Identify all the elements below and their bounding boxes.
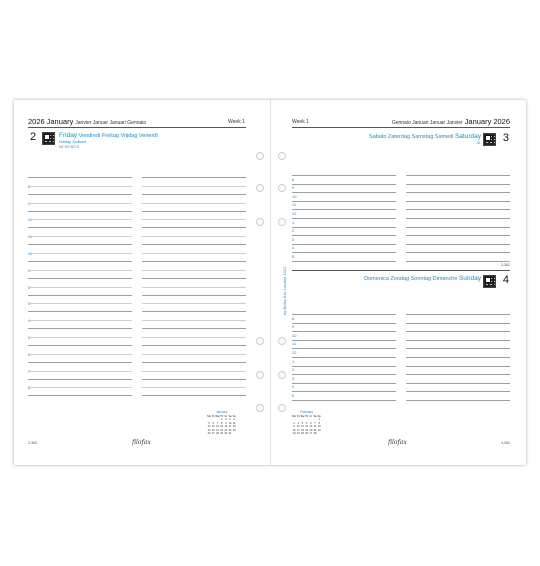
calendar-weekday: Th — [305, 415, 309, 418]
hour-line — [406, 331, 510, 332]
calendar-day: 20 — [211, 428, 215, 432]
hour-line — [142, 295, 246, 296]
saturday-qr-code — [483, 133, 496, 146]
hour-line — [142, 177, 246, 178]
calendar-day: 25 — [232, 428, 236, 432]
hour-label: 5 — [292, 254, 295, 259]
hour-line — [142, 261, 246, 262]
hour-line — [142, 328, 246, 329]
hour-label: 5 — [292, 393, 295, 398]
calendar-day: 23 — [292, 432, 296, 436]
right-page-header — [392, 117, 510, 126]
half-hour-line — [142, 270, 246, 271]
hour-line — [292, 201, 396, 202]
binder-hole — [256, 337, 264, 345]
diary-spread — [14, 100, 526, 465]
half-hour-line — [142, 387, 246, 388]
hour-label: 8 — [292, 315, 295, 321]
left-month: January — [46, 117, 74, 126]
hour-line — [406, 184, 510, 185]
calendar-day: 4 — [301, 421, 304, 425]
left-page-header — [28, 117, 146, 126]
calendar-weekday: Fr — [309, 415, 313, 418]
half-hour-line — [142, 219, 246, 220]
left-week-label: Week 1 — [228, 119, 245, 125]
hour-line — [292, 261, 396, 262]
right-page — [270, 100, 526, 465]
hour-label: 4 — [292, 384, 295, 390]
hour-label: 3 — [292, 236, 295, 242]
half-hour-line — [142, 287, 246, 288]
binder-hole — [256, 404, 264, 412]
right-day-count: 4-361 — [501, 441, 510, 445]
binder-hole — [278, 218, 286, 226]
hour-line — [28, 244, 132, 245]
friday-day-name — [59, 132, 158, 139]
hour-line — [406, 340, 510, 341]
hour-line — [406, 400, 510, 401]
calendar-weekday: Fr — [224, 415, 228, 418]
half-hour-line — [142, 354, 246, 355]
calendar-day: 17 — [296, 428, 300, 432]
hour-line — [406, 323, 510, 324]
hour-line — [292, 400, 396, 401]
hour-line — [28, 328, 132, 329]
hour-line — [28, 379, 132, 380]
calendar-day: 13 — [309, 425, 313, 429]
saturday-day-count: 3-362 — [501, 263, 510, 267]
friday-langs: Vendredi Freitag Vrijdag Venerdì — [78, 133, 158, 139]
half-hour-line — [142, 303, 246, 304]
calendar-day: 12 — [305, 425, 309, 429]
binder-hole — [256, 152, 264, 160]
hour-line — [292, 374, 396, 375]
hour-line — [406, 314, 510, 315]
hour-line — [28, 227, 132, 228]
hour-line — [406, 252, 510, 253]
half-hour-line — [28, 253, 132, 254]
calendar-day: 15 — [317, 425, 321, 429]
hour-line — [292, 244, 396, 245]
calendar-day: 28 — [313, 432, 317, 436]
sunday-day-name — [364, 275, 481, 282]
calendar-day: 18 — [232, 425, 236, 429]
right-year: 2026 — [493, 117, 510, 126]
friday-label: Friday — [59, 132, 78, 139]
binder-hole — [256, 184, 264, 192]
hour-line — [406, 374, 510, 375]
hour-line — [28, 295, 132, 296]
binder-hole — [278, 371, 286, 379]
calendar-day: 13 — [211, 425, 215, 429]
calendar-day: 26 — [207, 432, 211, 436]
hour-line — [292, 314, 396, 315]
hour-line — [292, 348, 396, 349]
hour-line — [406, 192, 510, 193]
hour-line — [142, 244, 246, 245]
calendar-day: 11 — [301, 425, 304, 429]
hour-line — [406, 209, 510, 210]
half-hour-line — [142, 371, 246, 372]
sunday-qr-code — [483, 275, 496, 288]
calendar-day: 31 — [228, 432, 232, 436]
hour-label: 3 — [292, 375, 295, 381]
hour-line — [292, 227, 396, 228]
hour-label: 12 — [292, 211, 297, 216]
calendar-day: 2 — [293, 421, 295, 425]
calendar-weekday: Th — [220, 415, 224, 418]
calendar-weekday: We — [300, 415, 305, 418]
hour-label: 2 — [292, 367, 295, 373]
calendar-day: 16 — [292, 428, 296, 432]
calendar-day: 3 — [297, 421, 299, 425]
calendar-weekday-row — [292, 415, 321, 418]
right-month: January — [464, 117, 492, 126]
half-hour-line — [28, 236, 132, 237]
calendar-day: 8 — [220, 421, 223, 425]
hour-line — [292, 391, 396, 392]
january-mini-calendar — [207, 410, 236, 435]
calendar-day: 29 — [220, 432, 224, 436]
half-hour-line — [28, 219, 132, 220]
left-page — [14, 100, 270, 465]
hour-line — [142, 194, 246, 195]
hour-label: 9 — [292, 185, 295, 191]
hour-line — [28, 345, 132, 346]
hour-label: 8 — [292, 176, 295, 182]
calendar-day: 22 — [317, 428, 321, 432]
left-brand-logo: filofax — [132, 439, 151, 446]
hour-line — [292, 209, 396, 210]
calendar-day: 16 — [224, 425, 228, 429]
calendar-day: 6 — [310, 421, 312, 425]
hour-label: 10 — [292, 193, 297, 199]
calendar-day: 24 — [228, 428, 232, 432]
calendar-day: 9 — [225, 421, 227, 425]
friday-holiday: Holiday, Scotland — [59, 140, 86, 144]
calendar-day: 1 — [318, 418, 320, 422]
hour-line — [28, 362, 132, 363]
half-hour-line — [28, 270, 132, 271]
calendar-day: 10 — [296, 425, 300, 429]
left-day-count: 2-363 — [28, 441, 37, 445]
hour-line — [406, 244, 510, 245]
half-hour-line — [28, 303, 132, 304]
calendar-day: 24 — [296, 432, 300, 436]
calendar-weekday: Su — [232, 415, 236, 418]
binder-hole — [256, 218, 264, 226]
saturday-note: NL — [476, 141, 481, 145]
calendar-day: 21 — [313, 428, 317, 432]
half-hour-line — [28, 337, 132, 338]
hour-line — [406, 357, 510, 358]
half-hour-line — [142, 253, 246, 254]
hour-line — [292, 235, 396, 236]
calendar-weekday: Sa — [228, 415, 232, 418]
half-hour-line — [28, 371, 132, 372]
hour-line — [28, 177, 132, 178]
calendar-day: 23 — [224, 428, 228, 432]
hour-line — [292, 175, 396, 176]
half-hour-line — [28, 203, 132, 204]
hour-line — [142, 278, 246, 279]
calendar-weekday: Mo — [292, 415, 296, 418]
hour-line — [142, 379, 246, 380]
calendar-weekday: We — [215, 415, 220, 418]
right-week-label: Week 1 — [292, 119, 309, 125]
calendar-day: 3 — [229, 418, 231, 422]
half-hour-line — [142, 186, 246, 187]
calendar-day: 10 — [228, 421, 232, 425]
sunday-langs: Domenica Zondag Sonntag Dimanche — [364, 276, 458, 282]
calendar-day: 14 — [313, 425, 317, 429]
calendar-day: 2 — [225, 418, 227, 422]
page-gutter — [270, 100, 271, 465]
calendar-day: 21 — [216, 428, 219, 432]
hour-line — [292, 340, 396, 341]
binder-hole — [278, 337, 286, 345]
calendar-day: 28 — [216, 432, 219, 436]
calendar-day: 7 — [216, 421, 219, 425]
half-hour-line — [28, 387, 132, 388]
vertical-brand-text: by filofax Est. London 1921 — [282, 266, 287, 315]
hour-label: 1 — [292, 219, 295, 225]
hour-line — [406, 218, 510, 219]
hour-line — [292, 218, 396, 219]
calendar-day: 9 — [293, 425, 295, 429]
hour-line — [142, 395, 246, 396]
calendar-weekday: Sa — [313, 415, 317, 418]
hour-line — [406, 348, 510, 349]
saturday-day-name — [369, 133, 481, 140]
sunday-header-rule — [292, 270, 510, 271]
february-calendar-title: February — [300, 410, 314, 414]
sunday-day-number: 4 — [502, 274, 509, 286]
sunday-label: Sunday — [458, 275, 481, 282]
hour-line — [406, 391, 510, 392]
half-hour-line — [142, 236, 246, 237]
calendar-day: 7 — [314, 421, 316, 425]
hour-line — [142, 345, 246, 346]
calendar-day — [232, 432, 236, 435]
hour-line — [142, 362, 246, 363]
hour-label: 2 — [292, 228, 295, 234]
half-hour-line — [142, 337, 246, 338]
calendar-day: 22 — [220, 428, 224, 432]
calendar-day: 26 — [305, 432, 309, 436]
half-hour-line — [28, 320, 132, 321]
calendar-day: 1 — [220, 418, 223, 422]
friday-day-number: 2 — [30, 131, 37, 143]
hour-line — [406, 201, 510, 202]
saturday-langs: Sabato Zaterdag Samstag Samedi — [369, 134, 454, 140]
january-calendar-title: January — [215, 410, 228, 414]
left-year: 2026 — [28, 117, 45, 126]
february-mini-calendar — [292, 410, 321, 435]
calendar-weekday: Mo — [207, 415, 211, 418]
hour-line — [292, 184, 396, 185]
half-hour-line — [28, 354, 132, 355]
hour-line — [142, 227, 246, 228]
half-hour-line — [142, 320, 246, 321]
calendar-day — [317, 432, 321, 435]
right-month-langs: Gennaio Januari Januar Janvier — [391, 120, 463, 126]
hour-label: 12 — [292, 350, 297, 355]
calendar-day: 15 — [220, 425, 224, 429]
saturday-label: Saturday — [454, 133, 481, 140]
binder-hole — [278, 184, 286, 192]
binder-hole — [278, 152, 286, 160]
right-header-rule — [292, 127, 510, 128]
hour-line — [28, 211, 132, 212]
binder-hole — [256, 371, 264, 379]
calendar-weekday: Tu — [296, 415, 300, 418]
calendar-day: 30 — [224, 432, 228, 436]
hour-line — [28, 261, 132, 262]
hour-line — [406, 175, 510, 176]
calendar-day: 6 — [212, 421, 214, 425]
left-header-rule — [28, 127, 246, 128]
calendar-day: 19 — [305, 428, 309, 432]
hour-label: 4 — [292, 245, 295, 251]
hour-line — [406, 235, 510, 236]
hour-line — [292, 323, 396, 324]
calendar-week-row — [292, 432, 321, 435]
calendar-day: 27 — [211, 432, 215, 436]
hour-line — [292, 357, 396, 358]
hour-line — [406, 227, 510, 228]
hour-line — [28, 278, 132, 279]
hour-label: 9 — [292, 324, 295, 330]
calendar-week-row — [207, 432, 236, 435]
calendar-day: 27 — [309, 432, 313, 436]
calendar-day: 19 — [207, 428, 211, 432]
hour-line — [28, 395, 132, 396]
calendar-day: 12 — [207, 425, 211, 429]
calendar-day: 14 — [216, 425, 219, 429]
calendar-day: 4 — [233, 418, 235, 422]
left-month-langs: Janvier Januar Januari Gennaio — [75, 120, 147, 126]
hour-line — [142, 211, 246, 212]
hour-label: 11 — [292, 341, 297, 347]
saturday-day-number: 3 — [502, 132, 509, 144]
hour-line — [28, 311, 132, 312]
calendar-day: 25 — [301, 432, 304, 436]
binder-hole — [278, 404, 286, 412]
calendar-weekday: Su — [317, 415, 321, 418]
half-hour-line — [142, 203, 246, 204]
calendar-day: 11 — [232, 421, 236, 425]
hour-line — [406, 366, 510, 367]
hour-line — [292, 383, 396, 384]
calendar-day: 17 — [228, 425, 232, 429]
hour-line — [406, 261, 510, 262]
calendar-day: 5 — [208, 421, 210, 425]
hour-line — [142, 311, 246, 312]
hour-line — [292, 366, 396, 367]
calendar-day: 20 — [309, 428, 313, 432]
calendar-day: 18 — [301, 428, 304, 432]
half-hour-line — [28, 287, 132, 288]
hour-line — [292, 252, 396, 253]
calendar-weekday: Tu — [211, 415, 215, 418]
right-brand-logo: filofax — [388, 439, 407, 446]
hour-line — [292, 331, 396, 332]
hour-line — [28, 194, 132, 195]
friday-holiday-regions: NZ HG BG S — [59, 145, 80, 149]
hour-line — [292, 192, 396, 193]
calendar-day: 5 — [305, 421, 308, 425]
half-hour-line — [28, 186, 132, 187]
friday-qr-code — [42, 132, 55, 145]
hour-label: 11 — [292, 202, 297, 208]
hour-line — [406, 383, 510, 384]
hour-label: 1 — [292, 358, 295, 364]
calendar-day: 8 — [318, 421, 320, 425]
hour-label: 10 — [292, 332, 297, 338]
